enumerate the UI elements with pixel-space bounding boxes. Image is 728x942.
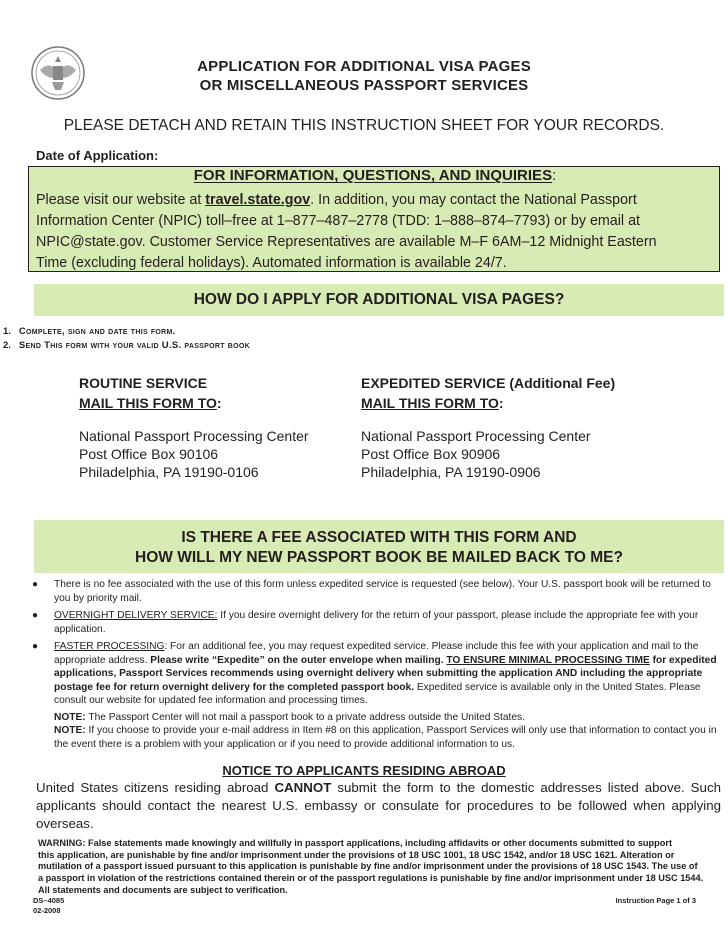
title-line-2: OR MISCELLANEOUS PASSPORT SERVICES (199, 77, 529, 94)
form-title (0, 57, 728, 95)
apply-steps (3, 325, 250, 353)
bullet-2: ● OVERNIGHT DELIVERY SERVICE: If you desire overnight delivery for the return of your passport, please include the appropriate fee with your application. (32, 610, 699, 635)
routine-title: ROUTINE SERVICE (79, 375, 208, 391)
expedited-title: EXPEDITED SERVICE (Additional Fee) (361, 375, 616, 391)
apply-section-band (34, 284, 724, 316)
apply-heading: HOW DO I APPLY FOR ADDITIONAL VISA PAGES? (193, 291, 565, 308)
info-text: Please visit our website at travel.state.gov. In addition, you may contact the National Passport Information Center (NPIC) toll–free at 1–877–487–2778 (TDD: 1–888–874–7793) or by email at NPIC@state.gov. Customer Service Representatives are available M–F 6AM–12 Midnight Eastern Time (excluding federal holidays). Automated information is available 24/7. (36, 192, 657, 271)
detach-notice: PLEASE DETACH AND RETAIN THIS INSTRUCTION SHEET FOR YOUR RECORDS. (63, 117, 665, 134)
expedited-service: EXPEDITED SERVICE (Additional Fee) MAIL THIS FORM TO: National Passport Processing Center Post Office Box 90906 Philadelphia, PA 19190-0906 (361, 374, 691, 481)
fee-section-band (34, 520, 724, 573)
routine-service: ROUTINE SERVICE MAIL THIS FORM TO: National Passport Processing Center Post Office Box 90106 Philadelphia, PA 19190-0106 (79, 374, 349, 481)
form-id: DS–4085 02-2008 (33, 896, 65, 915)
notice-heading: NOTICE TO APPLICANTS RESIDING ABROAD (222, 763, 506, 778)
step-1: 1. Complete, sign and date this form. (3, 326, 176, 337)
title-line-1: APPLICATION FOR ADDITIONAL VISA PAGES (197, 58, 531, 75)
step-2: 2. Send This form with your valid U.S. passport book (3, 340, 250, 351)
note-2: NOTE: If you choose to provide your e-mail address in Item #8 on this application, Passport Services will only use that information to contact you in the event there is a problem with your application or if you need to provide additional information to us. (54, 725, 717, 750)
info-box (28, 166, 720, 272)
warning-text: WARNING: False statements made knowingly and willfully in passport applications, including affidavits or other documents submitted to support this application, are punishable by fine and/or imprisonment under the provisions of 18 USC 1001, 18 USC 1542, and/or 18 USC 1621. Alteration or mutilation of a passport issued pursuant to this application is punishable by fine and/or imprisonment under the provisions of 18 USC 1543. The use of a passport in violation of the restrictions contained therein or of the passport regulations is punishable by fine and/or imprisonment under 18 USC 1544. All statements and documents are subject to verification. (38, 838, 704, 895)
date-of-application-label: Date of Application: (36, 148, 159, 163)
page-number: Instruction Page 1 of 3 (615, 896, 696, 905)
fee-heading: IS THERE A FEE ASSOCIATED WITH THIS FORM AND HOW WILL MY NEW PASSPORT BOOK BE MAILED BACK TO ME? (135, 529, 623, 566)
expedited-mail-label: MAIL THIS FORM TO: (361, 395, 504, 411)
routine-mail-label: MAIL THIS FORM TO: (79, 395, 222, 411)
info-heading: FOR INFORMATION, QUESTIONS, AND INQUIRIES: (193, 167, 557, 184)
fee-bullets (30, 578, 724, 712)
bullet-3: ● FASTER PROCESSING: For an additional fee, you may request expedited service. Please include this fee with your application and mail to the appropriate address. Please write “Expedite” on the outer envelope when mailing. TO ENSURE MINIMAL PROCESSING TIME for expedited applications, Passport Services recommends using overnight delivery when submitting the application AND including the appropriate postage fee for return overnight delivery for the completed passport book. Expedited service is available only in the United States. Please consult our website for updated fee information and processing times. (32, 641, 717, 706)
website-link[interactable]: travel.state.gov (205, 192, 311, 208)
bullet-1: ● There is no fee associated with the use of this form unless expedited service is requested (see below). Your U.S. passport book will be returned to you by priority mail. (32, 579, 711, 604)
notice-text: United States citizens residing abroad CANNOT submit the form to the domestic addresses listed above. Such applicants should contact the nearest U.S. embassy or consulate for procedures to be followed when applying overseas. (36, 780, 721, 831)
note-1: NOTE: The Passport Center will not mail a passport book to a private address outside the United States. (54, 712, 525, 723)
